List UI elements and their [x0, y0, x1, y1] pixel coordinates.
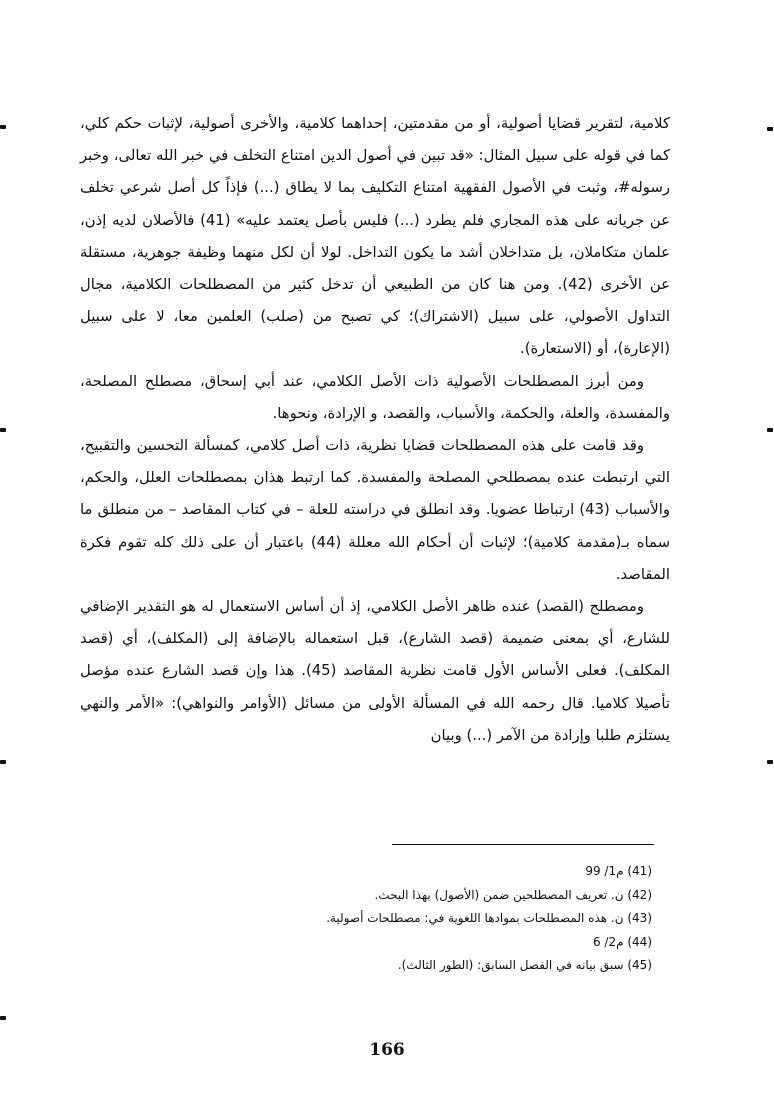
scan-mark	[0, 125, 6, 129]
footnote-separator	[392, 844, 654, 845]
paragraph: ومصطلح (القصد) عنده ظاهر الأصل الكلامي، إذ أن أساس الاستعمال له هو التقدير الإضافي للشارع، أي بمعنى ضميمة (قصد الشارع)، قبل استعماله بالإضافة إلى (المكلف)، أي (قصد المكلف). فعلى الأساس الأول قامت نظرية المقاصد (45). هذا وإن قصد الشارع عنده مؤصل تأصيلا كلاميا. قال رحمه الله في المسألة الأولى من مسائل (الأوامر والنواهي): «الأمر والنهي يستلزم طلبا وإرادة من الآمر (...) وبيان	[80, 598, 670, 744]
page-number: 166	[369, 1040, 405, 1060]
scan-mark	[767, 760, 773, 764]
paragraph: ومن أبرز المصطلحات الأصولية ذات الأصل الكلامي، عند أبي إسحاق، مصطلح المصلحة، والمفسدة، والعلة، والحكمة، والأسباب، والقصد، و الإرادة، ونحوها.	[80, 372, 670, 422]
footnotes	[300, 860, 652, 978]
scan-mark	[0, 428, 6, 432]
footnote: (44) م2/ 6	[592, 934, 652, 949]
footnote: (42) ن. تعريف المصطلحين ضمن (الأصول) بهذا البحث.	[374, 887, 652, 902]
paragraph: وقد قامت على هذه المصطلحات قضايا نظرية، ذات أصل كلامي، كمسألة التحسين والتقبيح، التي ارتبطت عنده بمصطلحي المصلحة والمفسدة. كما ارتبط هذان بمصطلحات العلل، والحكم، والأسباب (43) ارتباطا عضويا. وقد انطلق في دراسته للعلة – في كتاب المقاصد – من منطلق ما سماه بـ(مقدمة كلامية)؛ لإثبات أن أحكام الله معللة (44) باعتبار أن على ذلك كله تقوم فكرة المقاصد.	[80, 437, 670, 583]
scan-mark	[0, 1016, 6, 1020]
footnote: (45) سبق بيانه في الفصل السابق: (الطور الثالث).	[397, 958, 652, 973]
body-text	[80, 108, 670, 752]
paragraph: كلامية، لتقرير قضايا أصولية، أو من مقدمتين، إحداهما كلامية، والأخرى أصولية، لإثبات حكم كلي، كما في قوله على سبيل المثال: «قد تبين في أصول الدين امتناع التخلف في خبر الله تعالى، وخبر رسوله#، وثبت في الأصول الفقهية امتناع التكليف بما لا يطاق (...) فإذاً كل أصل شرعي تخلف عن جريانه على هذه المجاري فلم يطرد (...) فليس بأصل يعتمد عليه» (41) فالأصلان لديه إذن، علمان متكاملان، بل متداخلان أشد ما يكون التداخل. لولا أن لكل منهما وظيفة جوهرية، مستقلة عن الأخرى (42). ومن هنا كان من الطبيعي أن تدخل كثير من المصطلحات الكلامية، مجال التداول الأصولي، على سبيل (الاشتراك)؛ كي تصبح من (صلب) العلمين معا، لا على سبيل (الإعارة)، أو (الاستعارة).	[80, 115, 670, 358]
scan-mark	[767, 127, 773, 131]
scan-mark	[767, 428, 773, 432]
scan-mark	[0, 760, 6, 764]
footnote: (43) ن. هذه المصطلحات بموادها اللغوية في: مصطلحات أصولية.	[326, 911, 652, 926]
footnote: (41) م1/ 99	[585, 864, 652, 878]
